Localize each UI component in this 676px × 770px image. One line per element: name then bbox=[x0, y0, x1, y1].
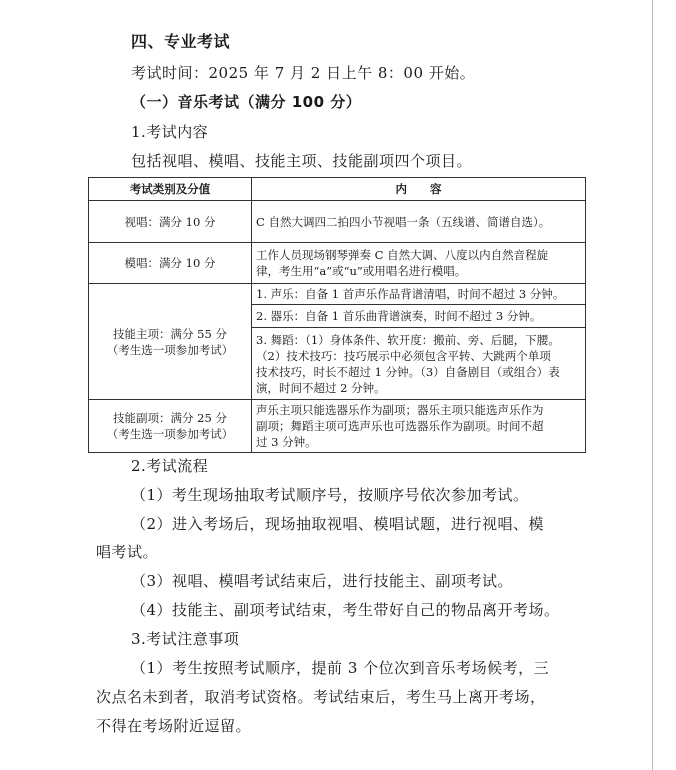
imitation-content-line1: 工作人员现场钢琴弹奏 C 自然大调、八度以内自然音程旋 bbox=[256, 248, 549, 262]
imitation-category: 模唱：满分 10 分 bbox=[89, 243, 252, 284]
process-heading: 2.考试流程 bbox=[131, 457, 209, 475]
table-header-row bbox=[89, 178, 586, 201]
minor-skill-content bbox=[252, 400, 586, 453]
exam-time: 考试时间：2025 年 7 月 2 日上午 8：00 开始。 bbox=[131, 64, 476, 82]
header-category: 考试类别及分值 bbox=[89, 178, 252, 201]
exam-content-table bbox=[88, 177, 586, 453]
sight-singing-category: 视唱：满分 10 分 bbox=[89, 201, 252, 243]
minor-skill-note: （考生选一项参加考试） bbox=[106, 427, 234, 441]
note-1-line3: 不得在考场附近逗留。 bbox=[96, 717, 252, 735]
table-row-minor-skill bbox=[89, 400, 586, 453]
header-content: 内 容 bbox=[252, 178, 586, 201]
page-edge-divider bbox=[652, 0, 653, 770]
note-1-line2: 次点名未到者，取消考试资格。考试结束后，考生马上离开考场， bbox=[96, 688, 546, 706]
table-row-imitation bbox=[89, 243, 586, 284]
process-step-2-line2: 唱考试。 bbox=[96, 543, 159, 561]
main-skill-note: （考生选一项参加考试） bbox=[106, 342, 234, 357]
subsection-title: （一）音乐考试（满分 100 分） bbox=[131, 93, 362, 111]
minor-skill-score: 技能副项：满分 25 分 bbox=[113, 411, 227, 425]
dance-line1: 3. 舞蹈：（1）身体条件、软开度：搬前、旁、后腿，下腰。 bbox=[256, 332, 560, 347]
dance-line2: （2）技术技巧：技巧展示中必须包含平转、大跳两个单项 bbox=[256, 348, 551, 363]
main-skill-score: 技能主项：满分 55 分 bbox=[113, 326, 227, 341]
main-skill-dance bbox=[252, 328, 586, 400]
minor-skill-line1: 声乐主项只能选器乐作为副项；器乐主项只能选声乐作为 bbox=[256, 403, 544, 417]
content-intro: 包括视唱、模唱、技能主项、技能副项四个项目。 bbox=[131, 152, 473, 170]
dance-line4: 演，时间不超过 2 分钟。 bbox=[256, 380, 386, 395]
sight-singing-content: C 自然大调四二拍四小节视唱一条（五线谱、简谱自选）。 bbox=[252, 201, 586, 243]
content-heading: 1.考试内容 bbox=[131, 123, 209, 141]
imitation-content-line2: 律，考生用“a”或“u”或用唱名进行模唱。 bbox=[256, 264, 467, 278]
minor-skill-line2: 副项；舞蹈主项可选声乐也可选器乐作为副项。时间不超 bbox=[256, 419, 544, 433]
note-1-line1: （1）考生按照考试顺序，提前 3 个位次到音乐考场候考，三 bbox=[131, 659, 550, 677]
table-row-sight-singing bbox=[89, 201, 586, 243]
table-row-vocal bbox=[89, 284, 586, 305]
process-step-2-line1: （2）进入考场后，现场抽取视唱、模唱试题，进行视唱、模 bbox=[131, 515, 545, 533]
dance-line3: 技术技巧，时长不超过 1 分钟。（3）自备剧目（或组合）表 bbox=[256, 364, 560, 379]
main-skill-vocal: 1. 声乐：自备 1 首声乐作品背谱清唱，时间不超过 3 分钟。 bbox=[252, 284, 586, 305]
process-step-4: （4）技能主、副项考试结束，考生带好自己的物品离开考场。 bbox=[131, 601, 560, 619]
main-skill-category bbox=[89, 284, 252, 400]
process-step-3: （3）视唱、模唱考试结束后，进行技能主、副项考试。 bbox=[131, 572, 514, 590]
imitation-content bbox=[252, 243, 586, 284]
process-step-1: （1）考生现场抽取考试顺序号，按顺序号依次参加考试。 bbox=[131, 486, 529, 504]
minor-skill-category bbox=[89, 400, 252, 453]
main-skill-instrumental: 2. 器乐：自备 1 首乐曲背谱演奏，时间不超过 3 分钟。 bbox=[252, 305, 586, 328]
minor-skill-line3: 过 3 分钟。 bbox=[256, 435, 317, 449]
section-title: 四、专业考试 bbox=[131, 32, 231, 51]
notes-heading: 3.考试注意事项 bbox=[131, 630, 240, 648]
